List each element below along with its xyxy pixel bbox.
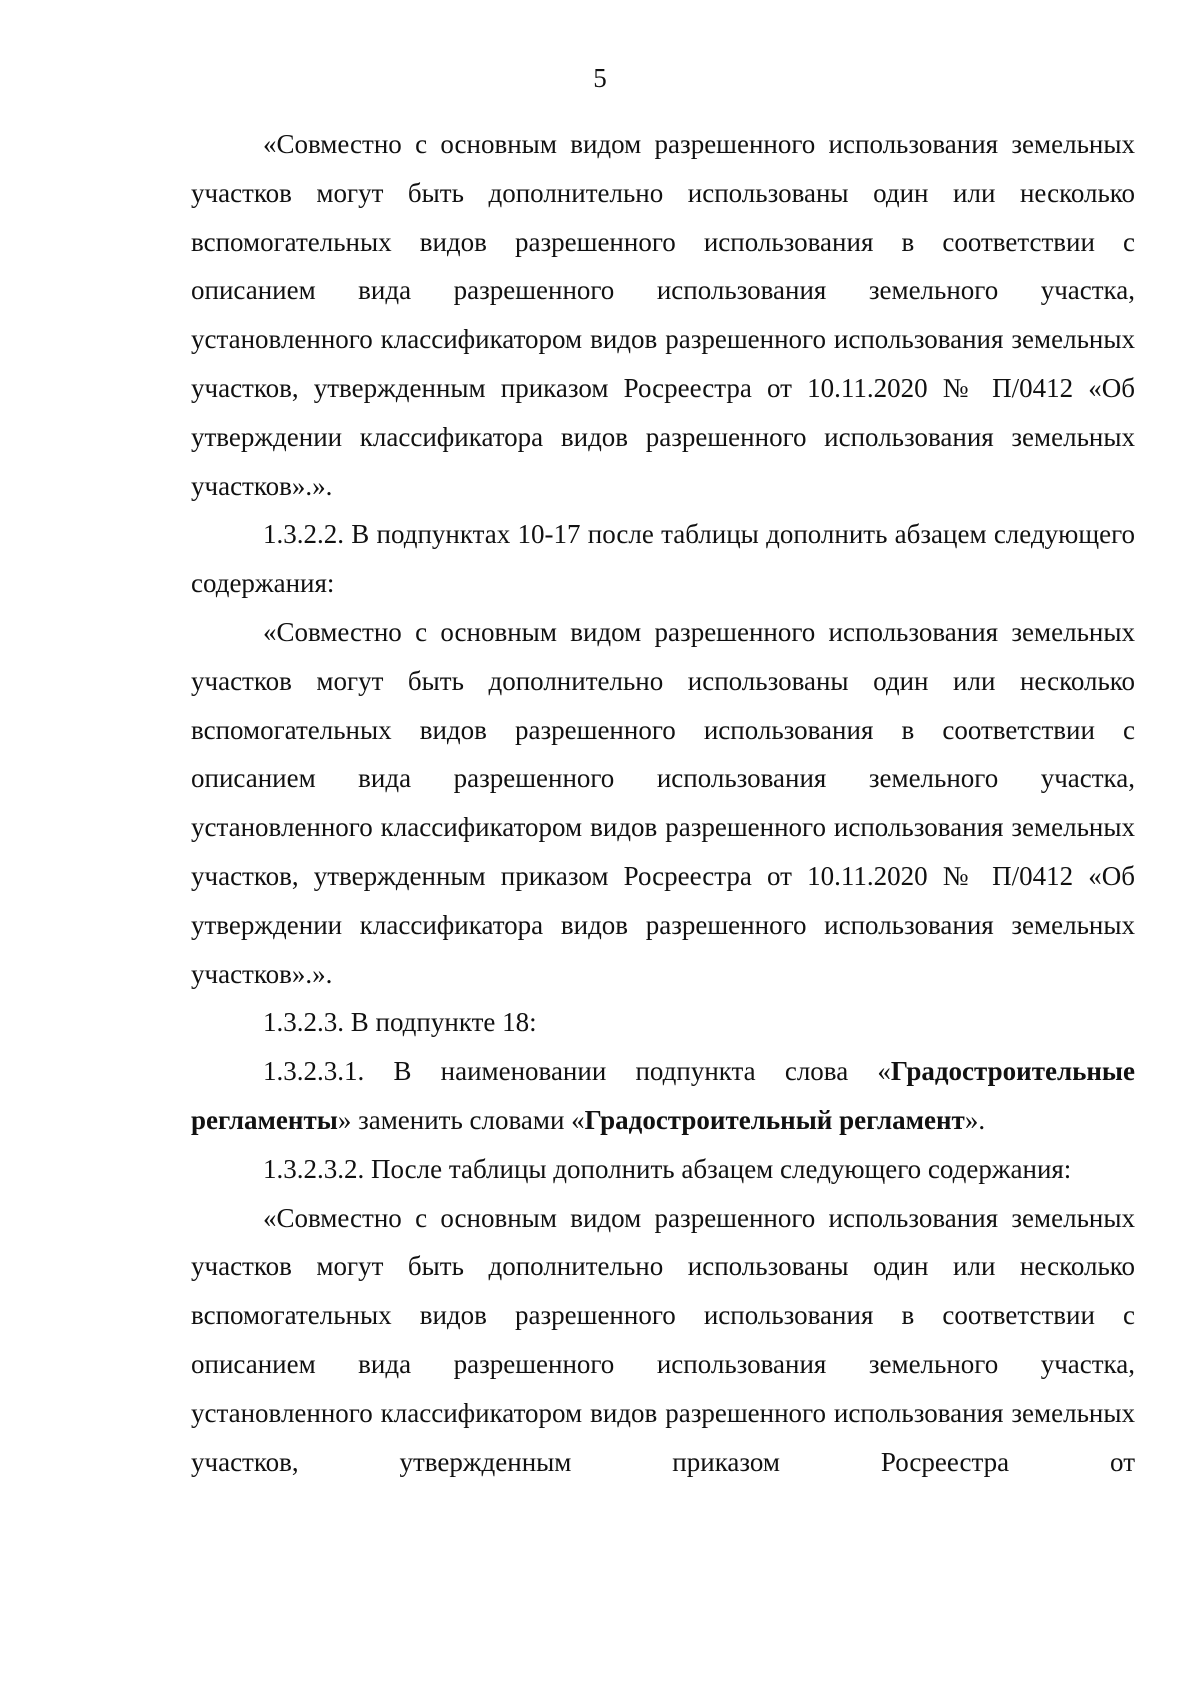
paragraph-quote-1: «Совместно с основным видом разрешенного использования земельных участков могут быть дополнительно использованы один или несколько вспомогательных видов разрешенного использования в соответствии с описанием вида разрешенного использования земельного участка, установленного классификатором видов разрешенного использования земельных участков, утвержденным приказом Росреестра от 10.11.2020 № П/0412 «Об утверждении классификатора видов разрешенного использования земельных участков».». xyxy=(191,129,1135,501)
paragraph-quote-3: «Совместно с основным видом разрешенного использования земельных участков могут быть дополнительно использованы один или несколько вспомогательных видов разрешенного использования в соответствии с описанием вида разрешенного использования земельного участка, установленного классификатором видов разрешенного использования земельных участков, утвержденным приказом Росреестра от xyxy=(191,1202,1135,1477)
page-number: 5 xyxy=(593,63,607,93)
term-new-bold: Градостроительный регламент xyxy=(584,1104,965,1135)
paragraph-quote-2: «Совместно с основным видом разрешенного использования земельных участков могут быть дополнительно использованы один или несколько вспомогательных видов разрешенного использования в соответствии с описанием вида разрешенного использования земельного участка, установленного классификатором видов разрешенного использования земельных участков, утвержденным приказом Росреестра от 10.11.2020 № П/0412 «Об утверждении классификатора видов разрешенного использования земельных участков».». xyxy=(191,616,1135,989)
paragraph-1-3-2-3-1-lead: 1.3.2.3.1. В наименовании подпункта слова « xyxy=(263,1056,891,1087)
paragraph-1-3-2-3: 1.3.2.3. В подпункте 18: xyxy=(263,1007,537,1038)
document-body xyxy=(191,120,1135,1486)
term-old-bold: Градостроительные регламенты xyxy=(191,1056,1135,1135)
paragraph-1-3-2-2: 1.3.2.2. В подпунктах 10-17 после таблицы дополнить абзацем следующего содержания: xyxy=(191,519,1135,599)
paragraph-1-3-2-3-1 xyxy=(191,1047,1135,1145)
paragraph-1-3-2-3-1-tail: ». xyxy=(964,1104,986,1135)
paragraph-1-3-2-3-2: 1.3.2.3.2. После таблицы дополнить абзацем следующего содержания: xyxy=(263,1153,1072,1184)
paragraph-1-3-2-3-1-mid: » заменить словами « xyxy=(337,1104,585,1135)
